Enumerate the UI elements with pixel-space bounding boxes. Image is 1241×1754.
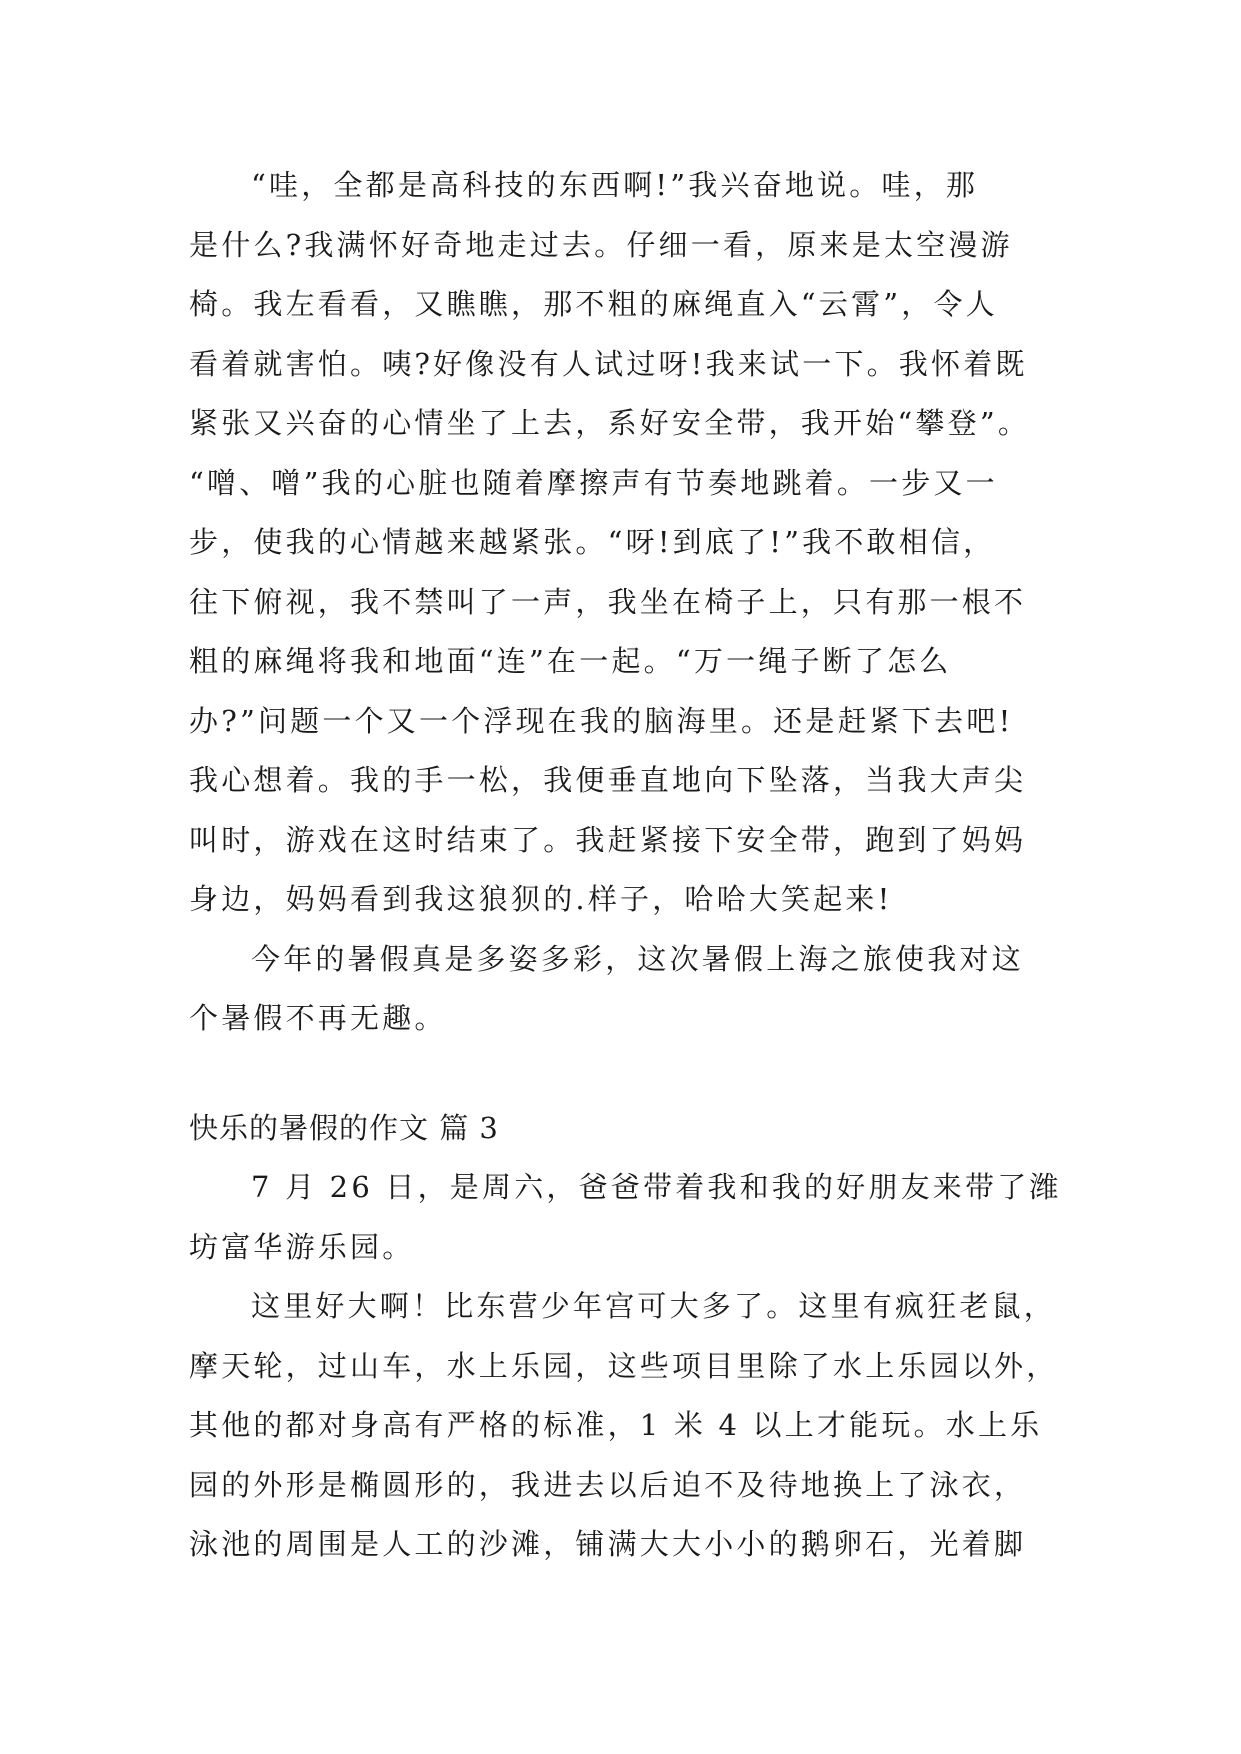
body-text-top	[189, 156, 1089, 1049]
body-text-bottom	[189, 1158, 1089, 1575]
paragraph-line: 是什么?我满怀好奇地走过去。仔细一看，原来是太空漫游	[189, 227, 1013, 262]
paragraph-line: 紧张又兴奋的心情坐了上去，系好安全带，我开始“攀登”。	[189, 406, 1031, 440]
paragraph-line: 个暑假不再无趣。	[189, 1001, 447, 1035]
paragraph-line: 看着就害怕。咦?好像没有人试过呀!我来试一下。我怀着既	[189, 346, 1028, 381]
paragraph-line: 这里好大啊！比东营少年宫可大多了。这里有疯狂老鼠，	[251, 1289, 1057, 1323]
section-heading: 快乐的暑假的作文 篇 3	[189, 1111, 499, 1145]
paragraph-line: 身边，妈妈看到我这狼狈的.样子，哈哈大笑起来!	[189, 882, 893, 916]
paragraph-line: 粗的麻绳将我和地面“连”在一起。“万一绳子断了怎么	[189, 644, 952, 678]
paragraph-line: “哇，全都是高科技的东西啊!”我兴奋地说。哇，那	[251, 168, 979, 202]
paragraph-line: 其他的都对身高有严格的标准，1 米 4 以上才能玩。水上乐	[189, 1408, 1043, 1442]
paragraph-line: “噌、噌”我的心脏也随着摩擦声有节奏地跳着。一步又一	[189, 465, 998, 500]
paragraph-line: 步，使我的心情越来越紧张。“呀!到底了!”我不敢相信，	[189, 525, 996, 559]
paragraph-line: 园的外形是椭圆形的，我进去以后迫不及待地换上了泳衣，	[189, 1467, 1027, 1502]
paragraph-line: 今年的暑假真是多姿多彩，这次暑假上海之旅使我对这	[251, 941, 1024, 976]
paragraph-line: 7 月 26 日，是周六，爸爸带着我和我的好朋友来带了潍	[251, 1170, 1062, 1204]
paragraph-line: 往下俯视，我不禁叫了一声，我坐在椅子上，只有那一根不	[189, 584, 1027, 619]
paragraph-line: 摩天轮，过山车，水上乐园，这些项目里除了水上乐园以外，	[189, 1348, 1059, 1383]
paragraph-line: 椅。我左看看，又瞧瞧，那不粗的麻绳直入“云霄”，令人	[189, 287, 998, 321]
paragraph-line: 坊富华游乐园。	[189, 1229, 415, 1264]
paragraph-line: 叫时，游戏在这时结束了。我赶紧接下安全带，跑到了妈妈	[189, 822, 1027, 857]
paragraph-line: 我心想着。我的手一松，我便垂直地向下坠落，当我大声尖	[189, 763, 1027, 797]
paragraph-line: 办?”问题一个又一个浮现在我的脑海里。还是赶紧下去吧!	[189, 703, 1014, 738]
paragraph-line: 泳池的周围是人工的沙滩，铺满大大小小的鹅卵石，光着脚	[189, 1527, 1027, 1561]
